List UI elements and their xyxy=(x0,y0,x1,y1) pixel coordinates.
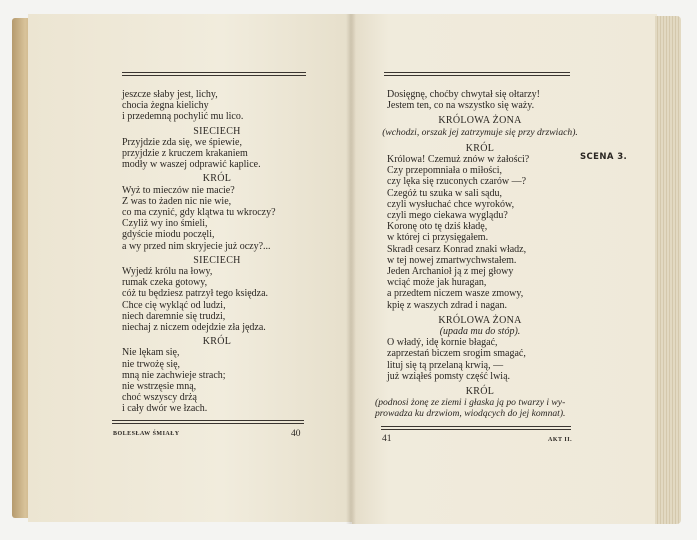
verse-line: i cały dwór we łzach. xyxy=(122,403,208,415)
verse-line: Skradł cesarz Konrad znaki władz, xyxy=(387,243,527,255)
verse-line: co ma czynić, gdy klątwa tu wkroczy? xyxy=(122,207,276,219)
verse-line: Nie lękam się, xyxy=(122,347,180,359)
speaker-name: KRÓL xyxy=(202,336,232,348)
speaker-name: KRÓLOWA ŻONA xyxy=(438,314,522,326)
verse-line: czyli mego ciekawa wyglądu? xyxy=(387,210,508,222)
speaker-name: KRÓL xyxy=(202,173,232,185)
verse-line: niech daremnie się trudzi, xyxy=(122,310,226,322)
running-head-author: BOLESŁAW ŚMIAŁY xyxy=(113,431,180,437)
running-head-act: AKT II. xyxy=(548,437,573,443)
verse-line: Dosięgnę, choćby chwytał się ołtarzy! xyxy=(387,89,541,100)
verse-line: chocia żegna kielichy xyxy=(122,100,209,112)
speaker-name: KRÓL xyxy=(465,386,495,398)
verse-line: czyli wysłuchać chce wyroków, xyxy=(387,198,515,210)
verse-line: kpię z waszych zdrad i nagan. xyxy=(387,299,507,311)
verse-line: zaprzestań biczem srogim smagać, xyxy=(387,348,526,360)
stage-direction-line: prowadza ku drzwiom, wiodących do jej komnat). xyxy=(375,408,566,420)
page-number-right: 41 xyxy=(382,434,392,444)
speaker-name: SIECIECH xyxy=(193,254,241,266)
verse-line: Jeden Archanioł ją z mej głowy xyxy=(387,266,514,278)
verse-line: Wyż to mieczów nie macie? xyxy=(122,184,235,196)
verse-line: nie wstrzęsie mną, xyxy=(122,381,197,393)
speaker-name: KRÓLOWA ŻONA xyxy=(438,115,522,127)
verse-line: Przyjdzie zda się, we śpiewie, xyxy=(122,136,242,148)
speaker-name: KRÓL xyxy=(465,142,495,154)
verse-line: Koronę oto tę dziś kładę, xyxy=(387,221,488,233)
verse-line: modły w waszej odprawić kaplice. xyxy=(122,159,261,171)
verse-line: Z was to żaden nic nie wie, xyxy=(122,195,232,207)
verse-line: Jestem ten, co na wszystko się waży. xyxy=(387,100,535,112)
bottom-rule-left xyxy=(112,420,304,424)
verse-line: nie trwożę się, xyxy=(122,358,181,370)
verse-line: i przedemną pochylić mu lico. xyxy=(122,111,244,123)
speaker-name: SIECIECH xyxy=(193,125,241,137)
verse-line: Królowa! Czemuż znów w żałości? xyxy=(387,154,530,166)
verse-line: a przedtem niczem wasze zmowy, xyxy=(387,288,524,300)
verse-line: czy lęka się rzuconych czarów —? xyxy=(387,176,527,188)
verse-line: a wy przed nim skryjecie już oczy?... xyxy=(122,240,271,252)
verse-line: Czyliż wy ino śmieli, xyxy=(122,218,208,230)
verse-line: Wyjedź królu na łowy, xyxy=(122,266,213,278)
verse-line: Chce cię wykląć od ludzi, xyxy=(122,299,226,311)
left-page-text xyxy=(122,89,312,415)
verse-line: mną nie zachwieje strach; xyxy=(122,369,226,381)
margin-note-scene: SCENA 3. xyxy=(580,152,628,162)
page-number-left: 40 xyxy=(291,429,301,439)
bottom-rule-right xyxy=(381,426,571,430)
right-page-text xyxy=(375,89,578,420)
verse-line: O władý, idę kornie błagać, xyxy=(387,337,498,349)
verse-line: choć wszyscy drżą xyxy=(122,392,197,404)
verse-line: przyjdzie z kruczem krakaniem xyxy=(122,148,248,160)
verse-line: lituj się tą przelaną krwią, — xyxy=(387,359,504,371)
stage-direction: (upada mu do stóp). xyxy=(439,326,521,338)
verse-line: w tej nowej zmartwychwstałem. xyxy=(387,254,517,266)
stage-direction-line: (podnosi żonę ze ziemi i głaska ją po twarzy i wy- xyxy=(375,397,566,409)
book-gutter xyxy=(346,14,356,524)
verse-line: w której ci przysięgałem. xyxy=(387,232,489,244)
verse-line: jeszcze słaby jest, lichy, xyxy=(122,89,218,100)
verse-line: wciąć może jak huragan, xyxy=(387,277,487,289)
verse-line: cóż tu będziesz patrzył tego księdza. xyxy=(122,288,269,300)
top-rule-left xyxy=(122,72,306,76)
verse-line: już wziąłeś pomsty część lwią. xyxy=(387,370,511,382)
verse-line: rumak czeka gotowy, xyxy=(122,277,208,289)
verse-line: Czegóż tu szuka w sali sądu, xyxy=(387,187,502,199)
page-stack-edge xyxy=(655,16,681,524)
top-rule-right xyxy=(384,72,570,76)
stage-direction: (wchodzi, orszak jej zatrzymuje się przy drzwiach). xyxy=(382,126,578,138)
verse-line: gdyście miodu poczęli, xyxy=(122,229,215,241)
verse-line: niechaj z niczem odejdzie zła jędza. xyxy=(122,322,266,334)
verse-line: Czy przepomniała o miłości, xyxy=(387,165,502,177)
